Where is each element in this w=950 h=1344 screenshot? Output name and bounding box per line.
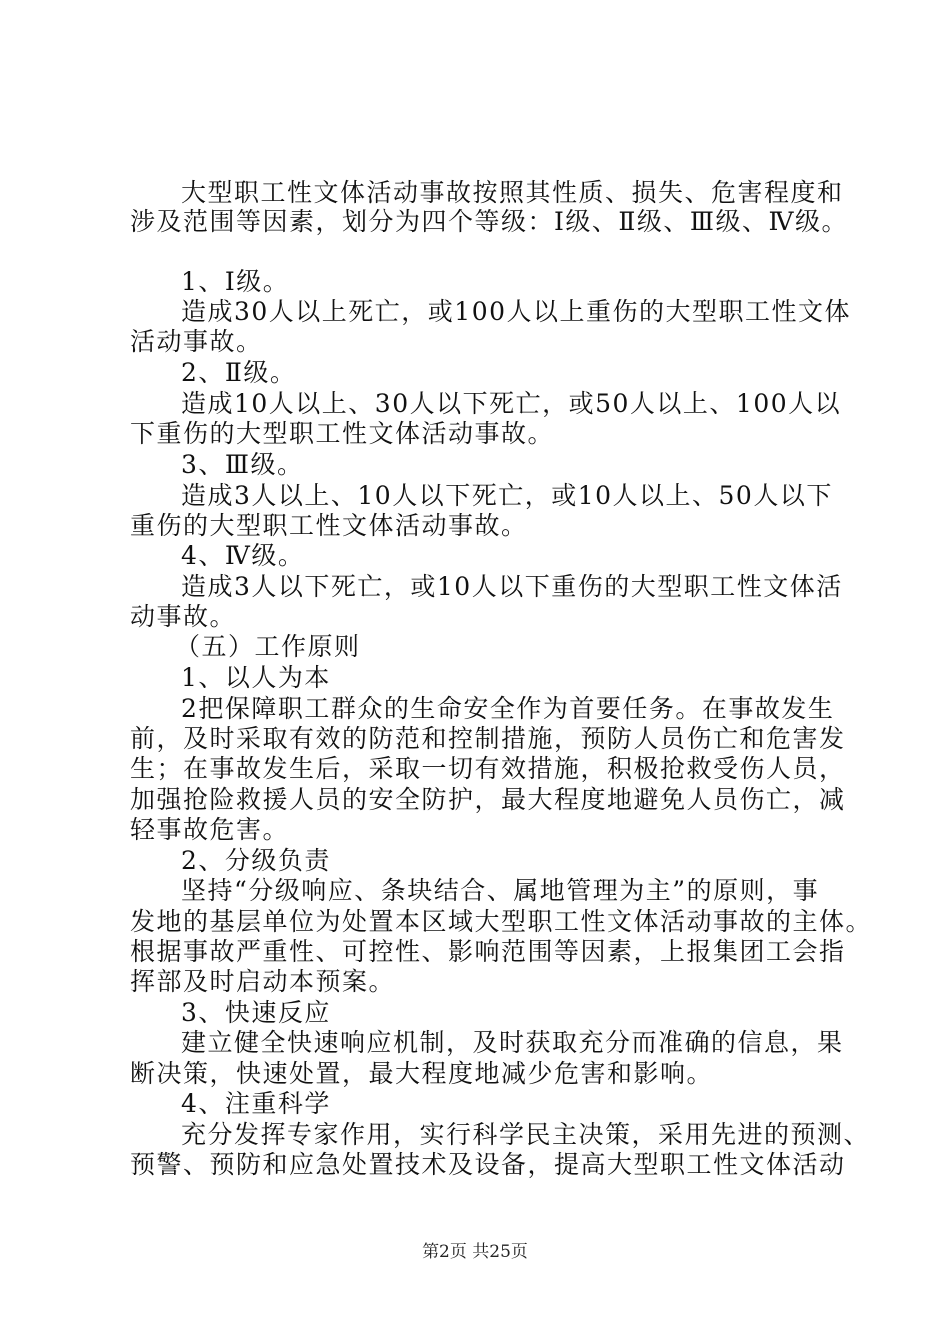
body-line: 轻事故危害。 <box>130 815 290 844</box>
body-line: 涉及范围等因素，划分为四个等级：Ⅰ级、Ⅱ级、Ⅲ级、Ⅳ级。 <box>130 207 848 236</box>
body-line: 大型职工性文体活动事故按照其性质、损失、危害程度和 <box>181 178 844 207</box>
item-heading: 2、分级负责 <box>181 846 331 875</box>
body-line: 造成3人以下死亡，或10人以下重伤的大型职工性文体活 <box>181 572 843 601</box>
item-heading: 3、Ⅲ级。 <box>181 450 304 479</box>
body-line: 造成3人以上、10人以下死亡，或10人以上、50人以下 <box>181 481 833 510</box>
body-line: 活动事故。 <box>130 327 263 356</box>
page-number-label: 第2页 共25页 <box>422 1242 528 1262</box>
body-line: 充分发挥专家作用，实行科学民主决策，采用先进的预测、 <box>181 1120 871 1149</box>
body-line: 生；在事故发生后，采取一切有效措施，积极抢救受伤人员， <box>130 754 846 783</box>
section-heading: （五）工作原则 <box>175 632 361 661</box>
body-line: 预警、预防和应急处置技术及设备，提高大型职工性文体活动 <box>130 1150 846 1179</box>
body-line: 断决策，快速处置，最大程度地减少危害和影响。 <box>130 1059 714 1088</box>
body-line: 根据事故严重性、可控性、影响范围等因素，上报集团工会指 <box>130 937 846 966</box>
body-line: 造成10人以上、30人以下死亡，或50人以上、100人以 <box>181 389 842 418</box>
body-line: 动事故。 <box>130 602 237 631</box>
item-heading: 3、快速反应 <box>181 998 331 1027</box>
page-footer <box>0 1242 950 1262</box>
body-line: 造成30人以上死亡，或100人以上重伤的大型职工性文体 <box>181 297 852 326</box>
item-heading: 1、以人为本 <box>181 663 331 692</box>
item-heading: 4、Ⅳ级。 <box>181 541 305 570</box>
body-line: 下重伤的大型职工性文体活动事故。 <box>130 419 555 448</box>
body-line: 2把保障职工群众的生命安全作为首要任务。在事故发生 <box>181 694 835 723</box>
body-line: 建立健全快速响应机制，及时获取充分而准确的信息，果 <box>181 1028 844 1057</box>
body-line: 坚持“分级响应、条块结合、属地管理为主”的原则，事 <box>181 876 820 905</box>
item-heading: 4、注重科学 <box>181 1089 331 1118</box>
body-line: 重伤的大型职工性文体活动事故。 <box>130 511 528 540</box>
body-line: 挥部及时启动本预案。 <box>130 967 396 996</box>
body-line: 发地的基层单位为处置本区域大型职工性文体活动事故的主体。 <box>130 907 873 936</box>
item-heading: 1、Ⅰ级。 <box>181 267 290 296</box>
body-line: 加强抢险救援人员的安全防护，最大程度地避免人员伤亡，减 <box>130 785 846 814</box>
item-heading: 2、Ⅱ级。 <box>181 358 297 387</box>
body-line: 前，及时采取有效的防范和控制措施，预防人员伤亡和危害发 <box>130 724 846 753</box>
